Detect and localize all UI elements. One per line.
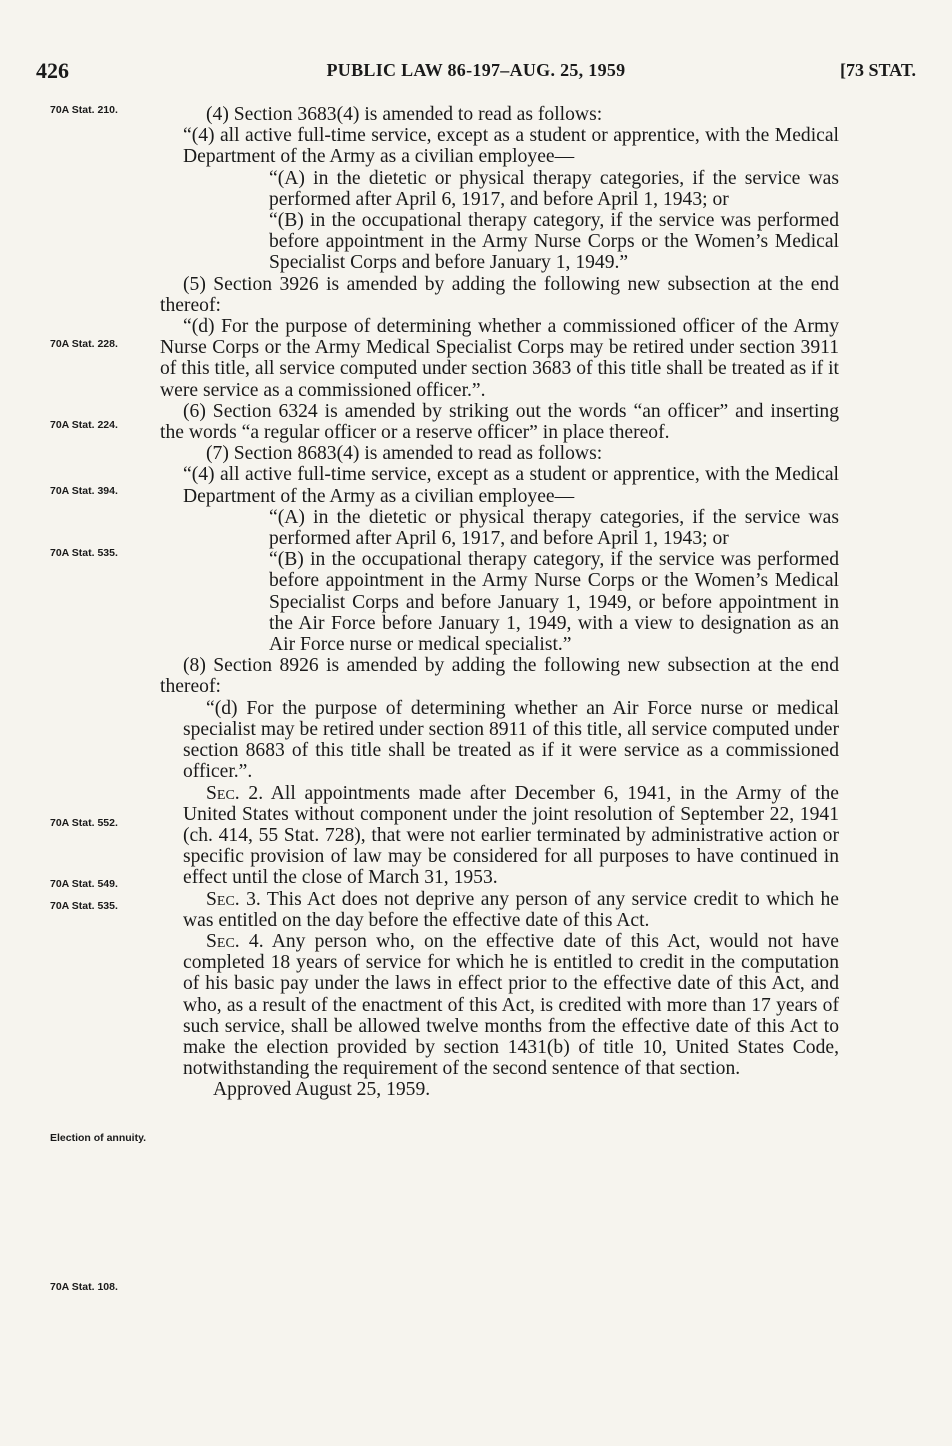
- page-number: 426: [36, 58, 69, 83]
- margin-note: 70A Stat. 210.: [50, 104, 118, 116]
- section-text: This Act does not deprive any person of any service credit to which he was entitled on the day before the effective date of this Act.: [183, 888, 839, 931]
- margin-note: 70A Stat. 535.: [50, 900, 118, 912]
- margin-note: 70A Stat. 535.: [50, 547, 118, 559]
- document-body: [160, 104, 839, 1101]
- section-label: Sec. 3.: [206, 888, 261, 910]
- margin-note: 70A Stat. 224.: [50, 419, 118, 431]
- approval-date: Approved August 25, 1959.: [213, 1079, 431, 1101]
- section-label: Sec. 2.: [206, 782, 264, 804]
- section-2: [183, 783, 839, 889]
- paragraph: (5) Section 3926 is amended by adding the following new subsection at the end thereof:: [160, 273, 839, 316]
- margin-note: 70A Stat. 552.: [50, 817, 118, 829]
- margin-note: Election of annuity.: [50, 1132, 147, 1144]
- paragraph: (4) Section 3683(4) is amended to read as follows:: [206, 104, 603, 125]
- paragraph: (6) Section 6324 is amended by striking out the words “an officer” and inserting the words “a regular officer or a reserve officer” in place thereof.: [160, 400, 839, 444]
- paragraph: (8) Section 8926 is amended by adding the following new subsection at the end thereof:: [160, 655, 839, 698]
- paragraph: (7) Section 8683(4) is amended to read as follows:: [206, 443, 603, 465]
- statute-reference: [73 STAT.: [839, 60, 916, 80]
- section-label: Sec. 4.: [206, 930, 264, 952]
- section-4: [183, 931, 839, 1079]
- paragraph: “(d) For the purpose of determining whether an Air Force nurse or medical specialist may be retired under section 8911 of this title, all service computed under section 8683 of this title shall be treated as if it were service as a commissioned officer.”.: [183, 697, 839, 783]
- paragraph: “(B) in the occupational therapy category, if the service was performed before appointment in the Army Nurse Corps or the Women’s Medical Specialist Corps and before January 1, 1949, or before appointment in the Air Force before January 1, 1949, with a view to designation as an Air Force nurse or medical specialist.”: [269, 549, 839, 656]
- margin-note: 70A Stat. 549.: [50, 878, 118, 890]
- margin-note: 70A Stat. 228.: [50, 338, 118, 350]
- section-text: Any person who, on the effective date of this Act, would not have completed 18 years of service for which he is entitled to credit in the computation of his basic pay under the laws in effect prior to the effective date of this Act, and who, as a result of the enactment of this Act, is credited with more than 17 years of such service, shall be allowed twelve months from the effective date of this Act to make the election provided by section 1431(b) of title 10, United States Code, notwithstanding the requirement of the second sentence of that section.: [183, 930, 839, 1080]
- section-text: All appointments made after December 6, 1941, in the Army of the United States without component under the joint resolution of September 22, 1941 (ch. 414, 55 Stat. 728), that were not earlier terminated by administrative action or specific provision of law may be considered for all purposes to have continued in effect until the close of March 31, 1953.: [183, 782, 839, 889]
- paragraph: “(d) For the purpose of determining whether a commissioned officer of the Army Nurse Corps or the Army Medical Specialist Corps may be retired under section 3911 of this title, all service computed under section 3683 of this title shall be treated as if it were service as a commissioned officer.”.: [160, 316, 839, 401]
- paragraph: “(4) all active full-time service, except as a student or apprentice, with the Medical Department of the Army as a civilian employee—: [183, 464, 839, 507]
- page-header: [36, 58, 916, 84]
- margin-note: 70A Stat. 108.: [50, 1281, 118, 1293]
- paragraph: “(A) in the dietetic or physical therapy categories, if the service was performed after April 6, 1917, and before April 1, 1943; or: [269, 167, 839, 210]
- page-title: PUBLIC LAW 86-197–AUG. 25, 1959: [326, 60, 626, 80]
- margin-note: 70A Stat. 394.: [50, 485, 118, 497]
- paragraph: “(B) in the occupational therapy category, if the service was performed before appointment in the Army Nurse Corps or the Women’s Medical Specialist Corps and before January 1, 1949.”: [269, 210, 839, 274]
- section-3: [183, 889, 839, 931]
- paragraph: “(4) all active full-time service, except as a student or apprentice, with the Medical Department of the Army as a civilian employee—: [183, 125, 839, 168]
- paragraph: “(A) in the dietetic or physical therapy categories, if the service was performed after April 6, 1917, and before April 1, 1943; or: [269, 506, 839, 550]
